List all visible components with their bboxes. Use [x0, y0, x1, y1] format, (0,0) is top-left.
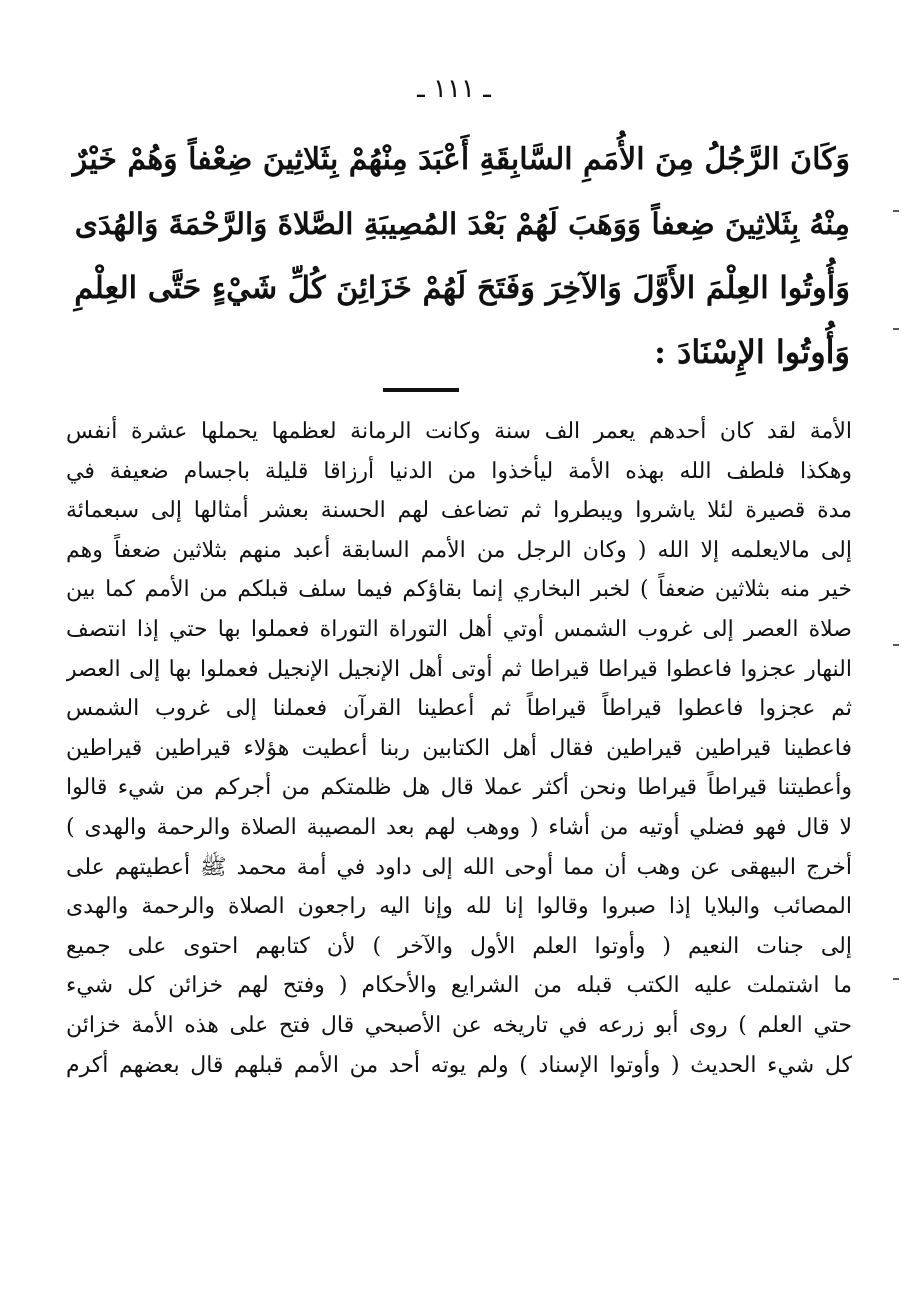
commentary-line: ما اشتملت عليه الكتب قبله من الشرايع والأحكام ( وفتح لهم خزائن كل شيء: [66, 973, 852, 999]
scan-margin-mark: [893, 978, 899, 980]
matn-line: وَأُوتُوا الإِسْنَادَ :: [654, 333, 850, 371]
commentary-line: النهار عجزوا فاعطوا قيراطا قيراطا ثم أوتى أهل الإنجيل الإنجيل فعملوا بها إلى العصر: [66, 656, 852, 682]
section-divider: [383, 388, 459, 392]
scan-margin-mark: [893, 644, 899, 646]
commentary-text-block: [66, 412, 852, 1085]
commentary-line: إلى مالايعلمه إلا الله ( وكان الرجل من الأمم السابقة أعبد منهم بثلاثين ضعفاً وهم: [66, 537, 852, 563]
commentary-line: ثم عجزوا فاعطوا قيراطاً قيراطاً ثم أعطينا القرآن فعملنا إلى غروب الشمس: [66, 696, 852, 722]
commentary-line: فاعطينا قيراطين قيراطين فقال أهل الكتابين ربنا أعطيت هؤلاء قيراطين قيراطين: [66, 735, 852, 761]
commentary-line: خير منه بثلاثين ضعفاً ) لخبر البخاري إنما بقاؤكم فيما سلف قبلكم من الأمم كما بين: [66, 577, 852, 603]
commentary-line: مدة قصيرة لئلا ياشروا ويبطروا ثم تضاعف لهم الحسنة بعشر أمثالها إلى سبعمائة: [66, 498, 852, 524]
matn-line: وَكَانَ الرَّجُلُ مِنَ الأُمَمِ السَّابِقَةِ أَعْبَدَ مِنْهُمْ بِثَلاثِينَ ضِعْفاً وَهُمْ خَيْرٌ: [72, 142, 850, 177]
commentary-line: صلاة العصر إلى غروب الشمس أوتي أهل التوراة التوراة فعملوا بها حتي إذا انتصف: [66, 616, 852, 642]
commentary-line: الأمة لقد كان أحدهم يعمر الف سنة وكانت الرمانة لعظمها يحملها عشرة أنفس: [66, 419, 852, 444]
commentary-line: وأعطيتنا قيراطاً قيراطا ونحن أكثر عملا قال هل ظلمتكم من أجركم من شيء قالوا: [66, 775, 852, 801]
scan-margin-mark: [893, 328, 899, 330]
commentary-line: المصائب والبلايا إذا صبروا وقالوا إنا لله وإنا اليه راجعون الصلاة والرحمة والهدى: [66, 894, 852, 920]
scan-margin-mark: [893, 210, 899, 212]
commentary-line: حتي العلم ) روى أبو زرعه في تاريخه عن الأصبحي قال فتح على هذه الأمة خزائن: [66, 1012, 852, 1038]
commentary-line: لا قال فهو فضلي أوتيه من أشاء ( ووهب لهم بعد المصيبة الصلاة والرحمة والهدى ): [66, 814, 852, 840]
page-number: ـ ١١١ ـ: [417, 74, 491, 104]
commentary-line: أخرج البيهقى عن وهب أن مما أوحى الله إلى داود في أمة محمد ﷺ أعطيتهم على: [66, 854, 852, 880]
matn-line: مِنْهُ بِثَلاثِينَ ضِعفاً وَوَهَبَ لَهُمْ بَعْدَ المُصِيبَةِ الصَّلاةَ وَالرَّحْمَةَ وَالهُدَى: [74, 206, 850, 241]
matn-text-block: [70, 128, 850, 384]
commentary-line: وهكذا فلطف الله بهذه الأمة ليأخذوا من الدنيا أرزاقا قليلة باجسام ضعيفة في: [66, 458, 852, 484]
commentary-line: إلى جنات النعيم ( وأوتوا العلم الأول والآخر ) لأن كتابهم احتوى على جميع: [66, 933, 852, 959]
matn-line: وَأُوتُوا العِلْمَ الأَوَّلَ وَالآخِرَ وَفَتَحَ لَهُمْ خَزَائِنَ كُلِّ شَيْءٍ حَتَّى العِلْمِ: [74, 270, 850, 306]
commentary-line: كل شيء الحديث ( وأوتوا الإسناد ) ولم يوته أحد من الأمم قبلهم قال بعضهم أكرم: [66, 1052, 852, 1078]
